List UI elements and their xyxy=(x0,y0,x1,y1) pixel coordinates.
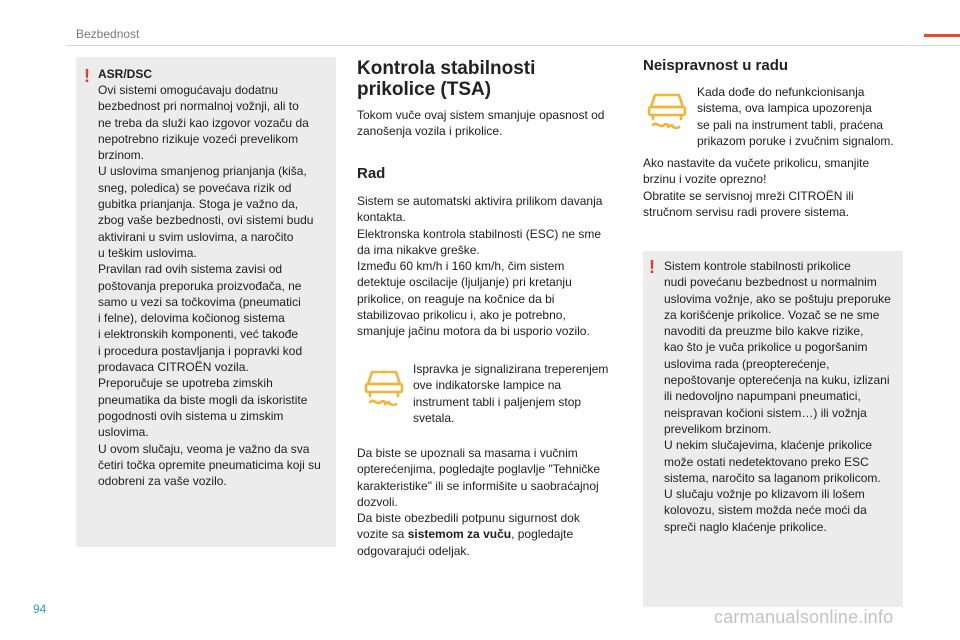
tsa-closing xyxy=(357,445,627,559)
rad-body: Sistem se automatski aktivira prilikom davanja kontakta. Elektronska kontrola stabilnosti (ESC) ne sme da ima nikakve greške. Između 60 km/h i 160 km/h, čim sistem detektuje oscilacije (ljuljanje) pri kretanju prikolice, on reaguje na kočnice da bi stabilizovao prikolicu i, ako je potrebno, smanjuje jačinu motora da bi usporio vozilo. xyxy=(357,194,603,339)
tsa-title: Kontrola stabilnosti prikolice (TSA) xyxy=(357,58,536,100)
warning-body: Ovi sistemi omogućavaju dodatnu bezbednost pri normalnoj vožnji, ali to ne treba da služi kao izgovor vozaču da nepotrebno rizikuje vozeći prevelikom brzinom. U uslovima smanjenog prianjanja (kiša, sneg, poledica) se povećava rizik od gubitka prianjanja. Stoga je važno da, zbog vaše bezbednosti, ovi sistemi budu aktivirani u svim uslovima, a naročito u teškim uslovima. Pravilan rad ovih sistema zavisi od poštovanja preporuka proizvođača, ne samo u vezi sa točkovima (pneumatici i felne), delovima kočionog sistema i elektronskih komponenti, već takođe i procedura postavljanja i popravki kod prodavaca CITROËN vozila. Preporučuje se upotreba zimskih pneumatika da biste mogli da iskoristite pogodnosti ovih sistema u zimskim uslovima. U ovom slučaju, veoma je važno da sva četiri točka opremite pneumaticima koji su odobreni za vaše vozilo. xyxy=(98,83,321,489)
tsa-icon-note: Ispravka je signalizirana treperenjem ove indikatorske lampice na instrument tabli i paljenjem stop svetala. xyxy=(413,362,609,425)
watermark: carmanualsonline.info xyxy=(714,607,894,627)
closing-text-before: Da biste se upoznali sa masama i vučnim opterećenjima, pogledajte poglavlje "Tehničke karakteristike" ili se informišite u saobraćajnoj dozvoli. Da biste obezbedili potpunu sigurnost dok vozite sa xyxy=(357,446,601,542)
header-accent-bar xyxy=(924,34,960,37)
trailer-stability-lamp-icon xyxy=(362,366,406,406)
malfunction-heading: Neispravnost u radu xyxy=(643,57,789,74)
warning-exclamation-icon: ! xyxy=(649,257,655,277)
warning-box-tsa xyxy=(643,251,903,607)
warning-box-asr-dsc xyxy=(76,57,336,547)
page-number: 94 xyxy=(33,602,47,616)
header-divider xyxy=(66,45,960,46)
warning-body: Sistem kontrole stabilnosti prikolice nudi povećanu bezbednost u normalnim uslovima vožnje, ako se poštuju preporuke za korišćenje prikolice. Vozač se ne sme navoditi da preuzme bilo kakve rizike, kao što je vuča prikolice u pogoršanim uslovima rada (preopterećenje, nepoštovanje opterećenja na kuku, izlizani ili nedovoljno napumpani pneumatici, neispravan kočioni sistem…) ili vožnja prevelikom brzinom. U nekim slučajevima, klaćenje prikolice može ostati nedetektovano preko ESC sistema, naročito sa laganom prikolicom. U slučaju vožnje po klizavom ili lošem kolovozu, sistem možda neće moći da spreči naglo klaćenje prikolice. xyxy=(664,259,891,534)
malfunction-icon-note: Kada dođe do nefunkcionisanja sistema, ova lampica upozorenja se pali na instrument tabli, praćena prikazom poruke i zvučnim signalom. xyxy=(697,85,894,148)
trailer-stability-warning-lamp-icon xyxy=(645,89,689,129)
section-header: Bezbednost xyxy=(76,27,140,41)
closing-text-after: , pogledajte odgovarajući odeljak. xyxy=(357,527,574,558)
warning-title: ASR/DSC xyxy=(98,67,153,81)
rad-heading: Rad xyxy=(357,165,386,182)
warning-exclamation-icon: ! xyxy=(84,66,90,86)
malfunction-advice: Ako nastavite da vučete prikolicu, smanjite brzinu i vozite oprezno! Obratite se servisnoj mreži CITROËN ili stručnom servisu radi provere sistema. xyxy=(643,156,870,219)
closing-text-bold: sistemom za vuču xyxy=(407,527,512,542)
tsa-intro: Tokom vuče ovaj sistem smanjuje opasnost od zanošenja vozila i prikolice. xyxy=(357,108,605,139)
